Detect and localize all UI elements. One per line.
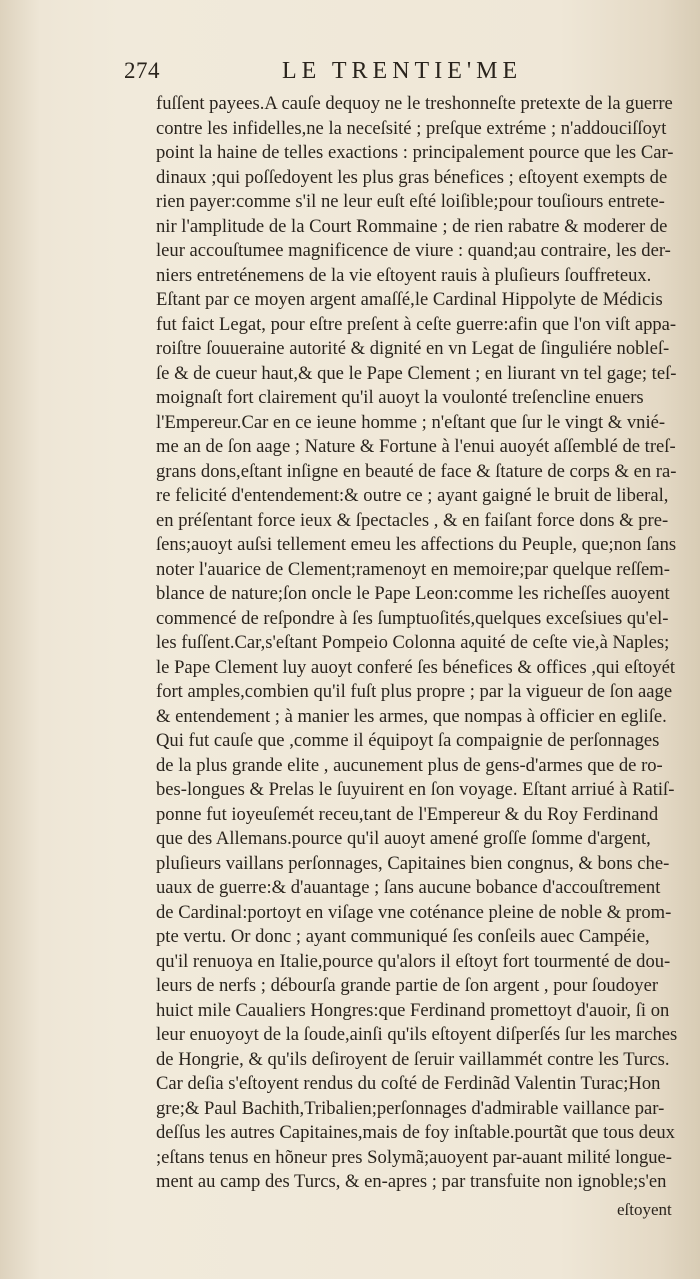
text-line: leur enuoyoyt de la ſoude,ainſi qu'ils eſtoyent diſperſés ſur les marches — [156, 1024, 678, 1045]
text-line: re felicité d'entendement:& outre ce ; ayant gaigné le bruit de liberal, — [156, 485, 669, 506]
text-line: ;eſtans tenus en hõneur pres Solymã;auoyent par-auant milité longue- — [156, 1146, 672, 1168]
text-line: qu'il renuoya en Italie,pource qu'alors il eſtoyt fort tourmenté de dou- — [156, 950, 671, 972]
text-line: me an de ſon aage ; Nature & Fortune à l'enui auoyét aſſemblé de treſ- — [156, 436, 676, 457]
text-line: les fuſſent.Car,s'eſtant Pompeio Colonna aquité de ceſte vie,à Naples; — [156, 632, 670, 653]
text-line: deſſus les autres Capitaines,mais de foy inſtable.pourtãt que tous deux — [156, 1122, 675, 1143]
page-number: 274 — [124, 58, 160, 83]
text-line: fort amples,combien qu'il fuſt plus propre ; par la vigueur de ſon aage — [156, 681, 673, 702]
text-line: bes-longues & Prelas le ſuyuirent en ſon voyage. Eſtant arriué à Ratiſ- — [156, 779, 675, 800]
text-line: & entendement ; à manier les armes, que nompas à officier en egliſe. — [156, 705, 667, 727]
text-line: Qui fut cauſe que ,comme il équipoyt ſa compaignie de perſonnages — [156, 730, 660, 751]
text-line: commencé de reſpondre à ſes ſumptuoſités,quelques exceſsiues qu'el- — [156, 607, 669, 629]
text-line: ſens;auoyt auſsi tellement emeu les affections du Peuple, que;non ſans — [156, 534, 677, 555]
text-line: moignaſt fort clairement qu'il auoyt la voulonté treſencline enuers — [156, 387, 644, 408]
text-line: point la haine de telles exactions : principalement pource que les Car- — [156, 142, 674, 163]
text-line: nir l'amplitude de la Court Rommaine ; de rien rabatre & moderer de — [156, 215, 668, 237]
body-text — [156, 92, 682, 1195]
text-line: contre les infidelles,ne la neceſsité ; preſque extréme ; n'addouciſſoyt — [156, 117, 667, 139]
text-line: huict mile Caualiers Hongres:que Ferdinand promettoyt d'auoir, ſi on — [156, 999, 670, 1021]
text-line: de Hongrie, & qu'ils deſiroyent de ſeruir vaillammét contre les Turcs. — [156, 1048, 670, 1070]
text-line: fuſſent payees.A cauſe dequoy ne le treshonneſte pretexte de la guerre — [156, 93, 673, 114]
text-line: de Cardinal:portoyt en viſage vne coténance pleine de noble & prom- — [156, 901, 672, 923]
text-line: le Pape Clement luy auoyt conferé ſes bénefices & offices ,qui eſtoyét — [156, 656, 676, 678]
text-line: gre;& Paul Bachith,Tribalien;perſonnages d'admirable vaillance par- — [156, 1097, 665, 1119]
text-line: en préſentant force ieux & ſpectacles , & en faiſant force dons & pre- — [156, 509, 669, 531]
text-line: Car deſia s'eſtoyent rendus du coſté de Ferdinãd Valentin Turac;Hon — [156, 1073, 661, 1094]
text-line: que des Allemans.pource qu'il auoyt amené groſſe ſomme d'argent, — [156, 828, 651, 849]
catchword: eſtoyent — [617, 1200, 672, 1219]
text-line: ment au camp des Turcs, & en-apres ; par transfuite non ignoble;s'en — [156, 1171, 667, 1192]
text-line: noter l'auarice de Clement;ramenoyt en memoire;par quelque reſſem- — [156, 558, 670, 580]
text-line: pluſieurs vaillans perſonnages, Capitaines bien congnus, & bons che- — [156, 852, 670, 874]
text-line: fut faict Legat, pour eſtre preſent à ceſte guerre:afin que l'on viſt appa- — [156, 313, 677, 335]
text-line: ſe & de cueur haut,& que le Pape Clement ; en liurant vn tel gage; teſ- — [156, 362, 677, 384]
text-line: blance de nature;ſon oncle le Pape Leon:comme les richeſſes auoyent — [156, 583, 670, 604]
text-line: uaux de guerre:& d'auantage ; ſans aucune bobance d'accouſtrement — [156, 877, 661, 898]
text-line: roiſtre ſouueraine autorité & dignité en vn Legat de ſinguliére nobleſ- — [156, 338, 670, 359]
text-line: ponne fut ioyeuſemét receu,tant de l'Empereur & du Roy Ferdinand — [156, 803, 659, 825]
text-line: dinaux ;qui poſſedoyent les plus gras bénefices ; eſtoyent exempts de — [156, 166, 668, 188]
text-line: de la plus grande elite , aucunement plus de gens-d'armes que de ro- — [156, 754, 663, 776]
text-line: grans dons,eſtant inſigne en beauté de face & ſtature de corps & en ra- — [156, 460, 677, 482]
text-line: niers entreténemens de la vie eſtoyent rauis à pluſieurs ſouffreteux. — [156, 264, 652, 286]
text-line: l'Empereur.Car en ce ieune homme ; n'eſtant que ſur le vingt & vnié- — [156, 411, 666, 433]
text-line: Eſtant par ce moyen argent amaſſé,le Cardinal Hippolyte de Médicis — [156, 289, 663, 310]
text-line: rien payer:comme s'il ne leur euſt eſté loiſible;pour touſiours entrete- — [156, 191, 665, 212]
page-header — [124, 58, 564, 88]
text-line: leur accouſtumee magnificence de viure : quand;au contraire, les der- — [156, 240, 671, 261]
running-head: LE TRENTIE'ME — [282, 58, 523, 84]
text-line: leurs de nerfs ; débourſa grande partie de ſon argent , pour ſoudoyer — [156, 975, 659, 996]
text-line: pte vertu. Or donc ; ayant communiqué ſes conſeils auec Campéie, — [156, 926, 650, 947]
